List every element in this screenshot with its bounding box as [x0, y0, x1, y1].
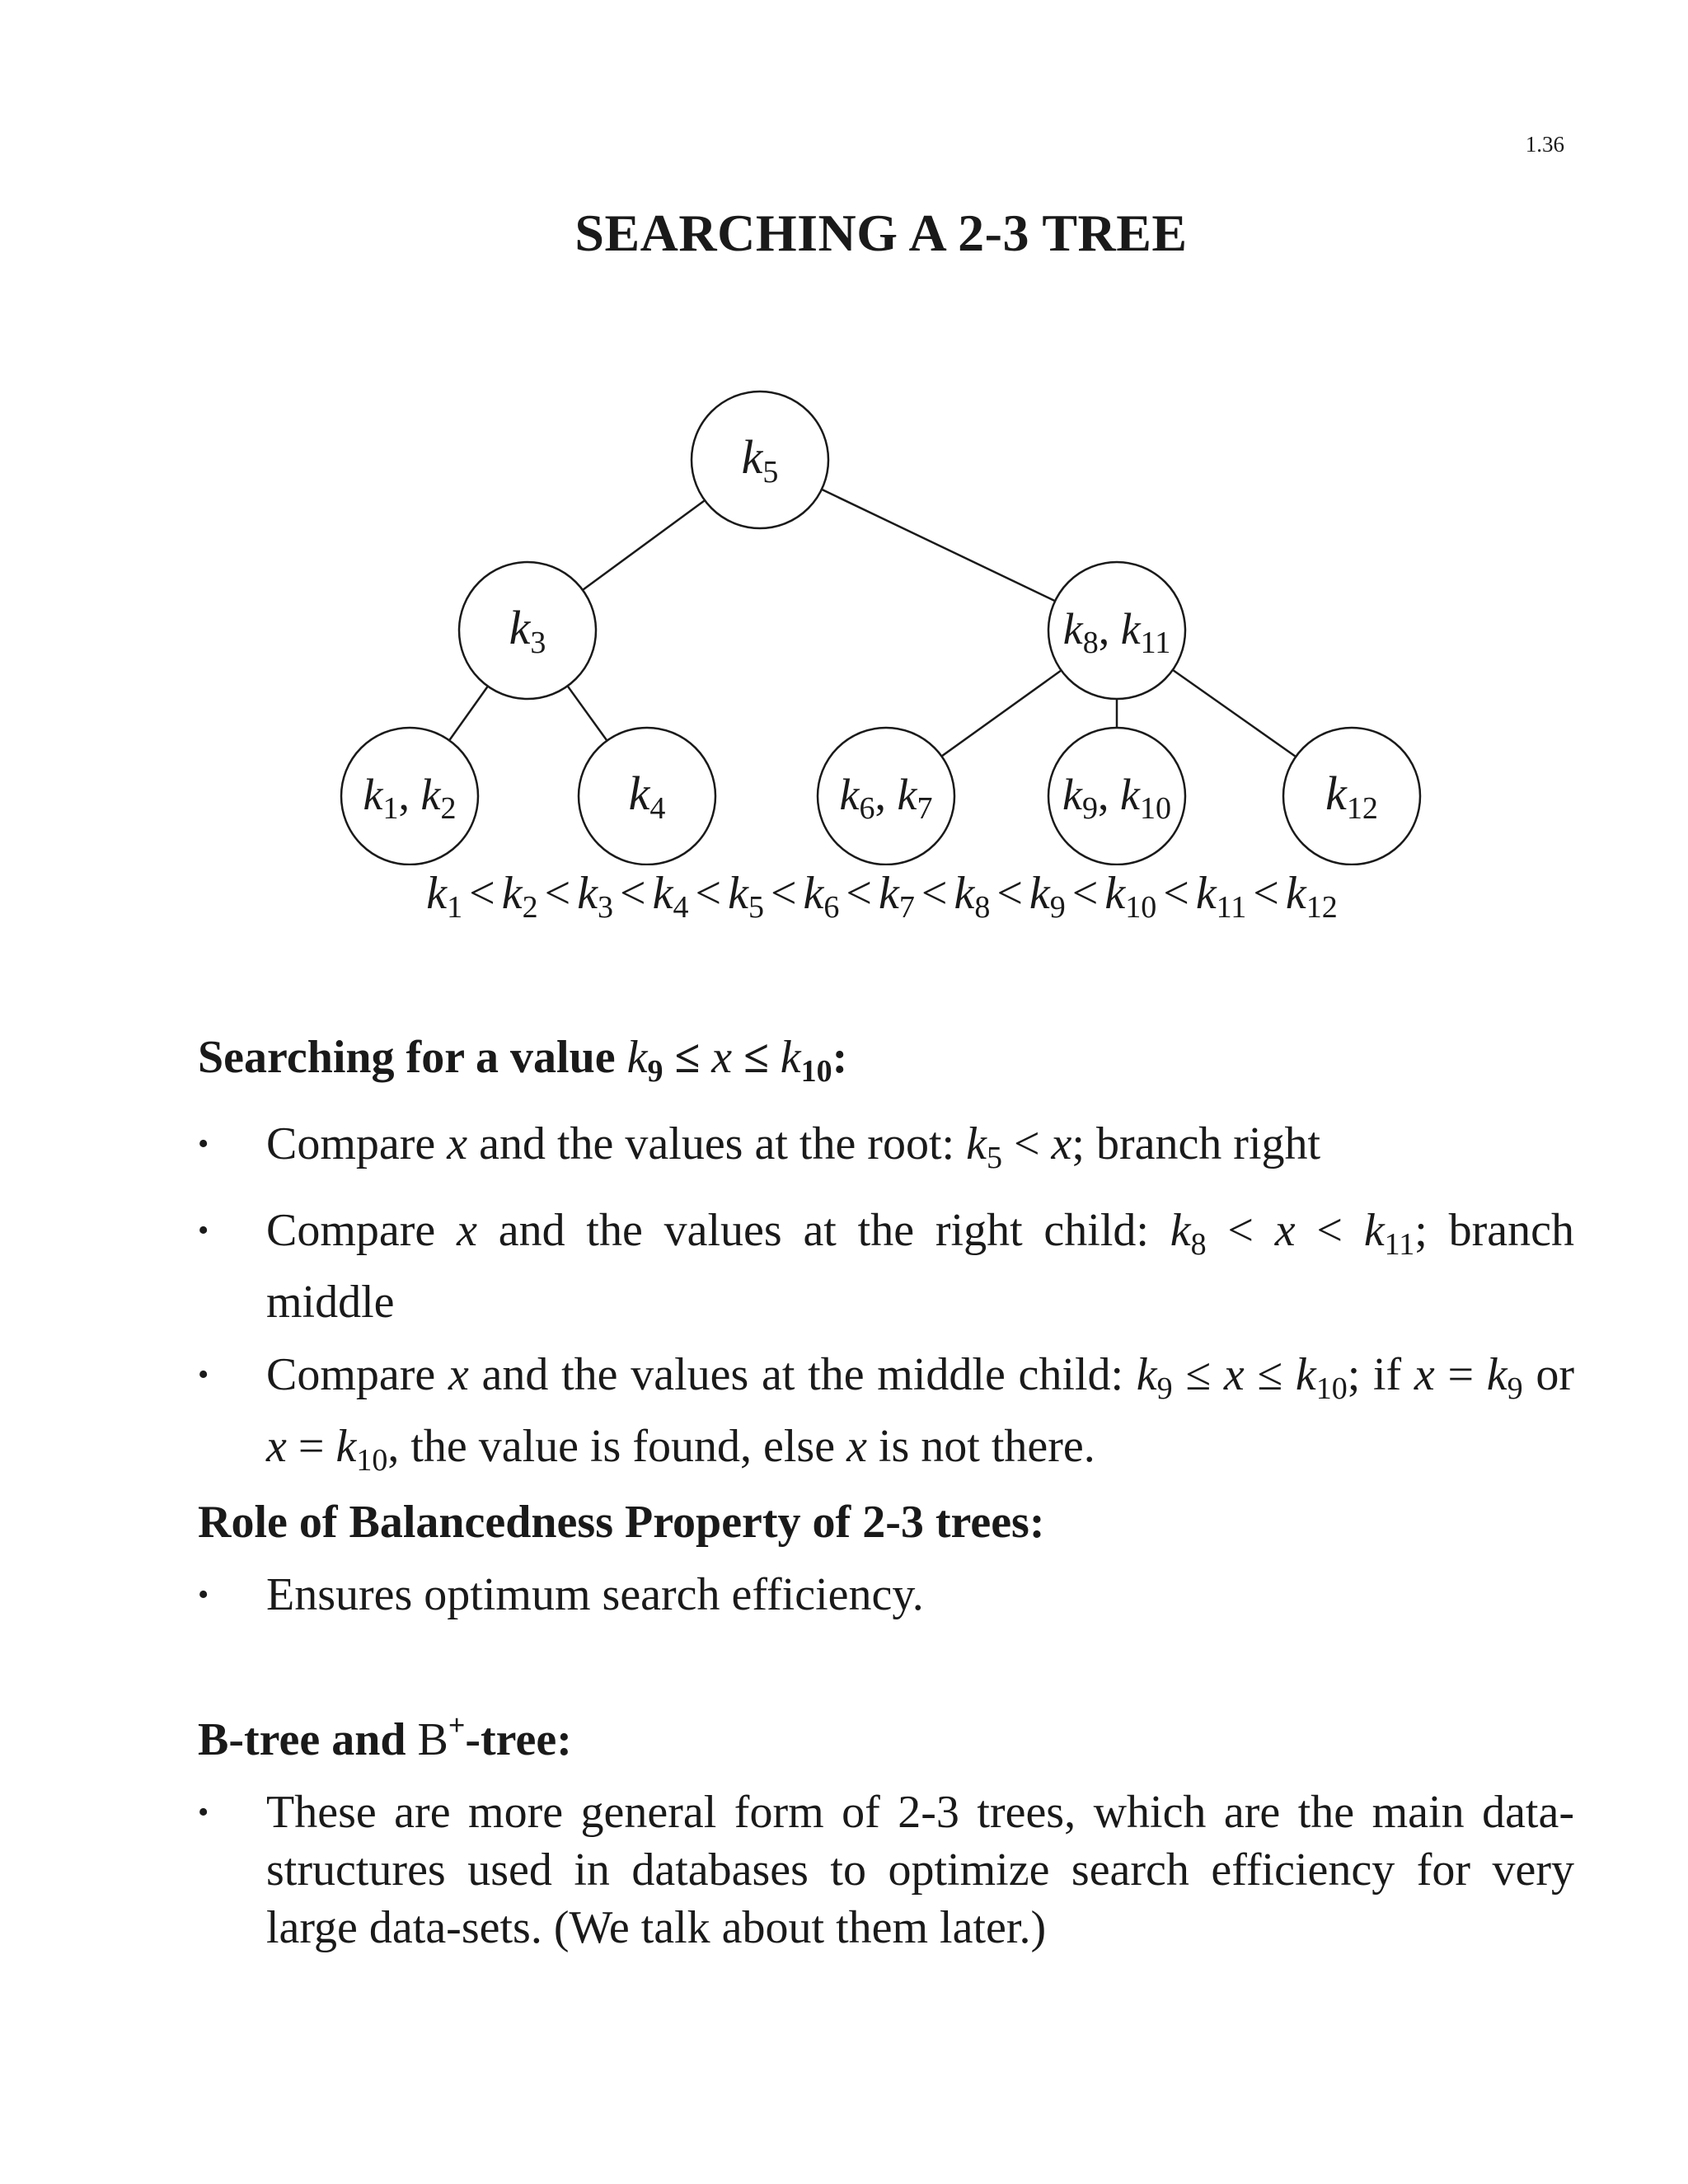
- ordering-key: $k_2$: [501, 868, 538, 925]
- ordering-operator: <: [921, 868, 948, 919]
- tree-node-label-left: k3: [509, 601, 546, 660]
- ordering-key: $k_3$: [577, 868, 614, 925]
- tree-node-label-leaf1: $k_1$, $k_2$: [363, 770, 457, 826]
- ordering-key: $k_{11}$: [1195, 868, 1247, 925]
- ordering-key: $k_{10}$: [1104, 868, 1157, 925]
- ordering-key: $k_8$: [954, 868, 991, 925]
- tree-edge-root-left: [583, 500, 705, 590]
- ordering-key: $k_4$: [652, 868, 689, 925]
- tree-node-label-root: k5: [741, 430, 779, 490]
- balance-section: [198, 1493, 1574, 1624]
- ordering-operator: <: [695, 868, 722, 919]
- key-ordering-line: [0, 867, 1688, 926]
- search-section: [198, 1029, 1574, 1489]
- ordering-key: $k_9$: [1029, 868, 1066, 925]
- ordering-operator: <: [1071, 868, 1099, 919]
- balance-bullet-1: • Ensures optimum search efficiency.: [198, 1569, 924, 1620]
- tree-edge-right-leaf3: [941, 670, 1061, 756]
- search-bullet-1: • Compare x and the values at the root: $k_5 < x$; branch right: [198, 1118, 1321, 1175]
- tree-node-label-leaf5: k12: [1325, 766, 1378, 826]
- ordering-key: $k_7$: [879, 868, 915, 925]
- balance-heading: Role of Balancedness Property of 2-3 trees:: [198, 1497, 1045, 1548]
- search-bullet-2: • Compare x and the values at the right child: $k_8 < x < k_{11}$; branch middle: [198, 1205, 1574, 1328]
- tree-node-label-leaf2: k4: [628, 766, 666, 826]
- ordering-operator: <: [1253, 868, 1279, 919]
- ordering-operator: <: [469, 868, 495, 919]
- two-three-tree-diagram: [0, 0, 1688, 865]
- search-bullet-3: • Compare x and the values at the middle child: $k_9 \le x \le k_{10}$; if $x = k_9$ or $x = k_{10}$, the value is found, else x is not there.: [198, 1349, 1575, 1478]
- ordering-operator: <: [620, 868, 646, 919]
- ordering-key: $k_1$: [426, 868, 463, 925]
- ordering-operator: <: [544, 868, 571, 919]
- ordering-key: $k_{12}$: [1285, 868, 1338, 925]
- btree-bullet-1: • These are more general form of 2-3 trees, which are the main data-structures used in databases to optimize search efficiency for very large data-sets. (We talk about them later.): [198, 1787, 1574, 1953]
- tree-node-label-leaf4: $k_9$, $k_{10}$: [1062, 770, 1171, 826]
- tree-edge-left-leaf2: [568, 686, 607, 740]
- btree-section: [198, 1696, 1574, 1957]
- tree-edge-root-right: [822, 490, 1055, 601]
- search-heading: Searching for a value $k_9 \le x \le k_{10}$:: [198, 1032, 848, 1089]
- ordering-operator: <: [846, 868, 872, 919]
- ordering-key: $k_6$: [803, 868, 840, 925]
- ordering-operator: <: [770, 868, 797, 919]
- tree-node-label-leaf3: $k_6$, $k_7$: [839, 770, 933, 826]
- ordering-operator: <: [996, 868, 1023, 919]
- tree-node-label-right: $k_8$, $k_{11}$: [1062, 604, 1171, 660]
- ordering-operator: <: [1163, 868, 1189, 919]
- page-title: SEARCHING A 2-3 TREE: [574, 204, 1188, 262]
- tree-edge-left-leaf1: [449, 687, 488, 741]
- btree-heading: B-tree and B+-tree:: [198, 1708, 572, 1765]
- ordering-key: $k_5$: [728, 868, 764, 925]
- page-number: 1.36: [1525, 132, 1564, 157]
- tree-edge-right-leaf5: [1173, 670, 1296, 757]
